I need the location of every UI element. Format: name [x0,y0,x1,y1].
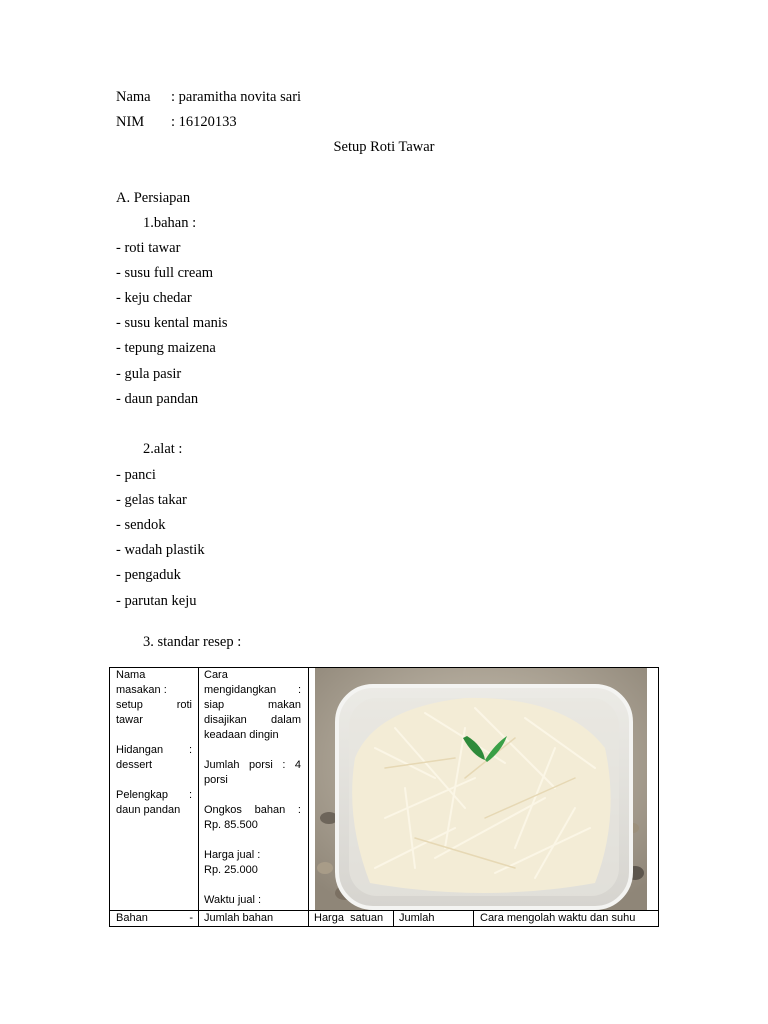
bahan-header-label: Bahan [116,912,148,924]
nim-line [116,113,237,131]
bahan-item: - gula pasir [116,366,182,382]
harga-satuan-header: Harga satuan [314,912,384,924]
harga-jual-label: Harga jual : [204,849,261,861]
jumlah-porsi: porsi [204,774,228,786]
bahan-item: - roti tawar [116,240,181,256]
jumlah-bahan-header: Jumlah bahan [204,912,274,924]
nama-line [116,88,301,106]
bahan-header [116,911,193,926]
cara-mengolah-header: Cara mengolah waktu dan suhu [480,912,636,924]
bahan-item: - susu full cream [116,265,214,281]
table-col-divider [393,910,394,927]
harga-jual-value: Rp. 25.000 [204,864,258,876]
dessert-photo [315,668,647,910]
dish-info-cell [116,668,192,818]
pelengkap-label: Pelengkap : [116,789,192,801]
dessert-photo-illustration [315,668,647,910]
bahan-item: - tepung maizena [116,340,216,356]
alat-item: - wadah plastik [116,542,205,558]
bahan-item: - daun pandan [116,391,199,407]
alat-item: - parutan keju [116,593,197,609]
alat-item: - sendok [116,517,166,533]
nama-value: : paramitha novita sari [171,89,302,105]
alat-item: - gelas takar [116,492,187,508]
bahan-heading: 1.bahan : [143,215,197,231]
table-border-right [658,667,659,927]
resep-heading: 3. standar resep : [143,634,242,650]
hidangan-value: dessert [116,759,153,771]
alat-item: - panci [116,467,156,483]
nama-masakan-label: Nama [116,669,146,681]
jumlah-header: Jumlah [399,912,435,924]
waktu-jual-label: Waktu jual : [204,894,262,906]
alat-item: - pengaduk [116,567,181,583]
cara-value: keadaan dingin [204,729,279,741]
nama-masakan-label: masakan : [116,684,167,696]
table-col-divider [473,910,474,927]
cara-value: siap makan [204,699,301,711]
hidangan-label: Hidangan : [116,744,192,756]
alat-heading: 2.alat : [143,441,183,457]
nama-masakan-value: tawar [116,714,143,726]
nama-masakan-value: setup roti [116,699,192,711]
recipe-table [109,667,659,927]
bahan-item: - keju chedar [116,290,192,306]
jumlah-porsi: Jumlah porsi : 4 [204,759,301,771]
ongkos-bahan-label: Ongkos bahan : [204,804,301,816]
ongkos-bahan-value: Rp. 85.500 [204,819,258,831]
nim-value: : 16120133 [171,114,237,130]
bahan-header-dash: - [189,912,193,924]
nim-label: NIM [116,114,145,130]
bahan-item: - susu kental manis [116,315,228,331]
cara-label: mengidangkan : [204,684,301,696]
table-border-bottom [109,926,659,927]
table-col-divider [198,667,199,927]
section-a-heading: A. Persiapan [116,190,191,206]
pelengkap-value: daun pandan [116,804,181,816]
nama-label: Nama [116,89,151,105]
cara-value: disajikan dalam [204,714,301,726]
table-col-divider [308,667,309,927]
document-title: Setup Roti Tawar [333,139,435,155]
serving-info-cell [204,668,301,908]
table-border-left [109,667,110,927]
cara-label: Cara [204,669,228,681]
